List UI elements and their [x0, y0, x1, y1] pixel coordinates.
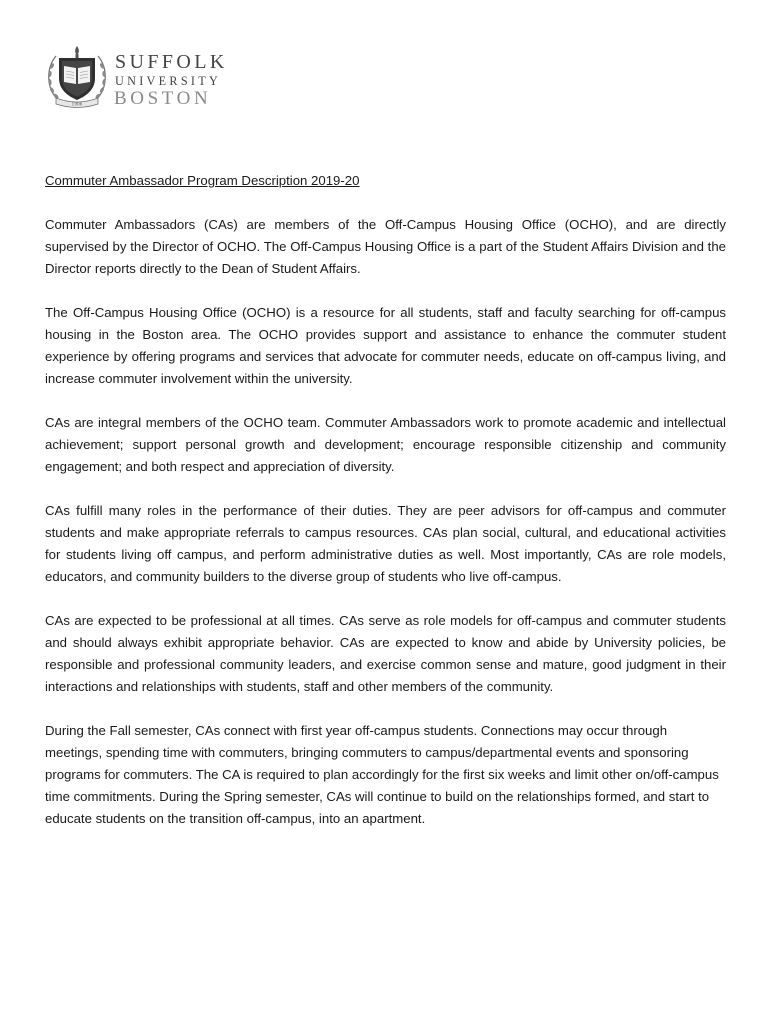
- university-logo: [44, 44, 234, 110]
- seal-year: 1906: [71, 101, 83, 107]
- document-body: [45, 170, 726, 830]
- wordmark-suffolk: SUFFOLK: [115, 51, 228, 73]
- wordmark-boston: BOSTON: [114, 88, 212, 110]
- document-title: Commuter Ambassador Program Description 2019-20: [45, 173, 360, 188]
- paragraph-ocho-resource: The Off-Campus Housing Office (OCHO) is a resource for all students, staff and faculty searching for off-campus housing in the Boston area. The OCHO provides support and assistance to enhance the commuter student experience by offering programs and services that advocate for commuter needs, educate on off-campus living, and increase commuter involvement within the university.: [45, 305, 726, 386]
- paragraph-ca-expectations: CAs are expected to be professional at all times. CAs serve as role models for off-campus and commuter students and should always exhibit appropriate behavior. CAs are expected to know and abide by University policies, be responsible and professional community leaders, and exercise common sense and mature, good judgment in their interactions and relationships with students, staff and other members of the community.: [45, 613, 726, 694]
- paragraph-ca-supervision: Commuter Ambassadors (CAs) are members of the Off-Campus Housing Office (OCHO), and are directly supervised by the Director of OCHO. The Off-Campus Housing Office is a part of the Student Affairs Division and the Director reports directly to the Dean of Student Affairs.: [45, 217, 726, 276]
- university-seal-icon: [44, 44, 110, 110]
- paragraph-ca-team: CAs are integral members of the OCHO team. Commuter Ambassadors work to promote academic and intellectual achievement; support personal growth and development; encourage responsible citizenship and community engagement; and both respect and appreciation of diversity.: [45, 415, 726, 474]
- wordmark-university: UNIVERSITY: [115, 74, 222, 88]
- wordmark: [114, 52, 234, 108]
- paragraph-semester-plan: During the Fall semester, CAs connect with first year off-campus students. Connections may occur through meetings, spending time with commuters, bringing commuters to campus/departmental events and sponsoring programs for commuters. The CA is required to plan accordingly for the first six weeks and limit other on/off-campus time commitments. During the Spring semester, CAs will continue to build on the relationships formed, and start to educate students on the transition off-campus, into an apartment.: [45, 723, 719, 826]
- paragraph-ca-roles: CAs fulfill many roles in the performance of their duties. They are peer advisors for off-campus and commuter students and make appropriate referrals to campus resources. CAs plan social, cultural, and educational activities for students living off campus, and perform administrative duties as well. Most importantly, CAs are role models, educators, and community builders to the diverse group of students who live off-campus.: [45, 503, 726, 584]
